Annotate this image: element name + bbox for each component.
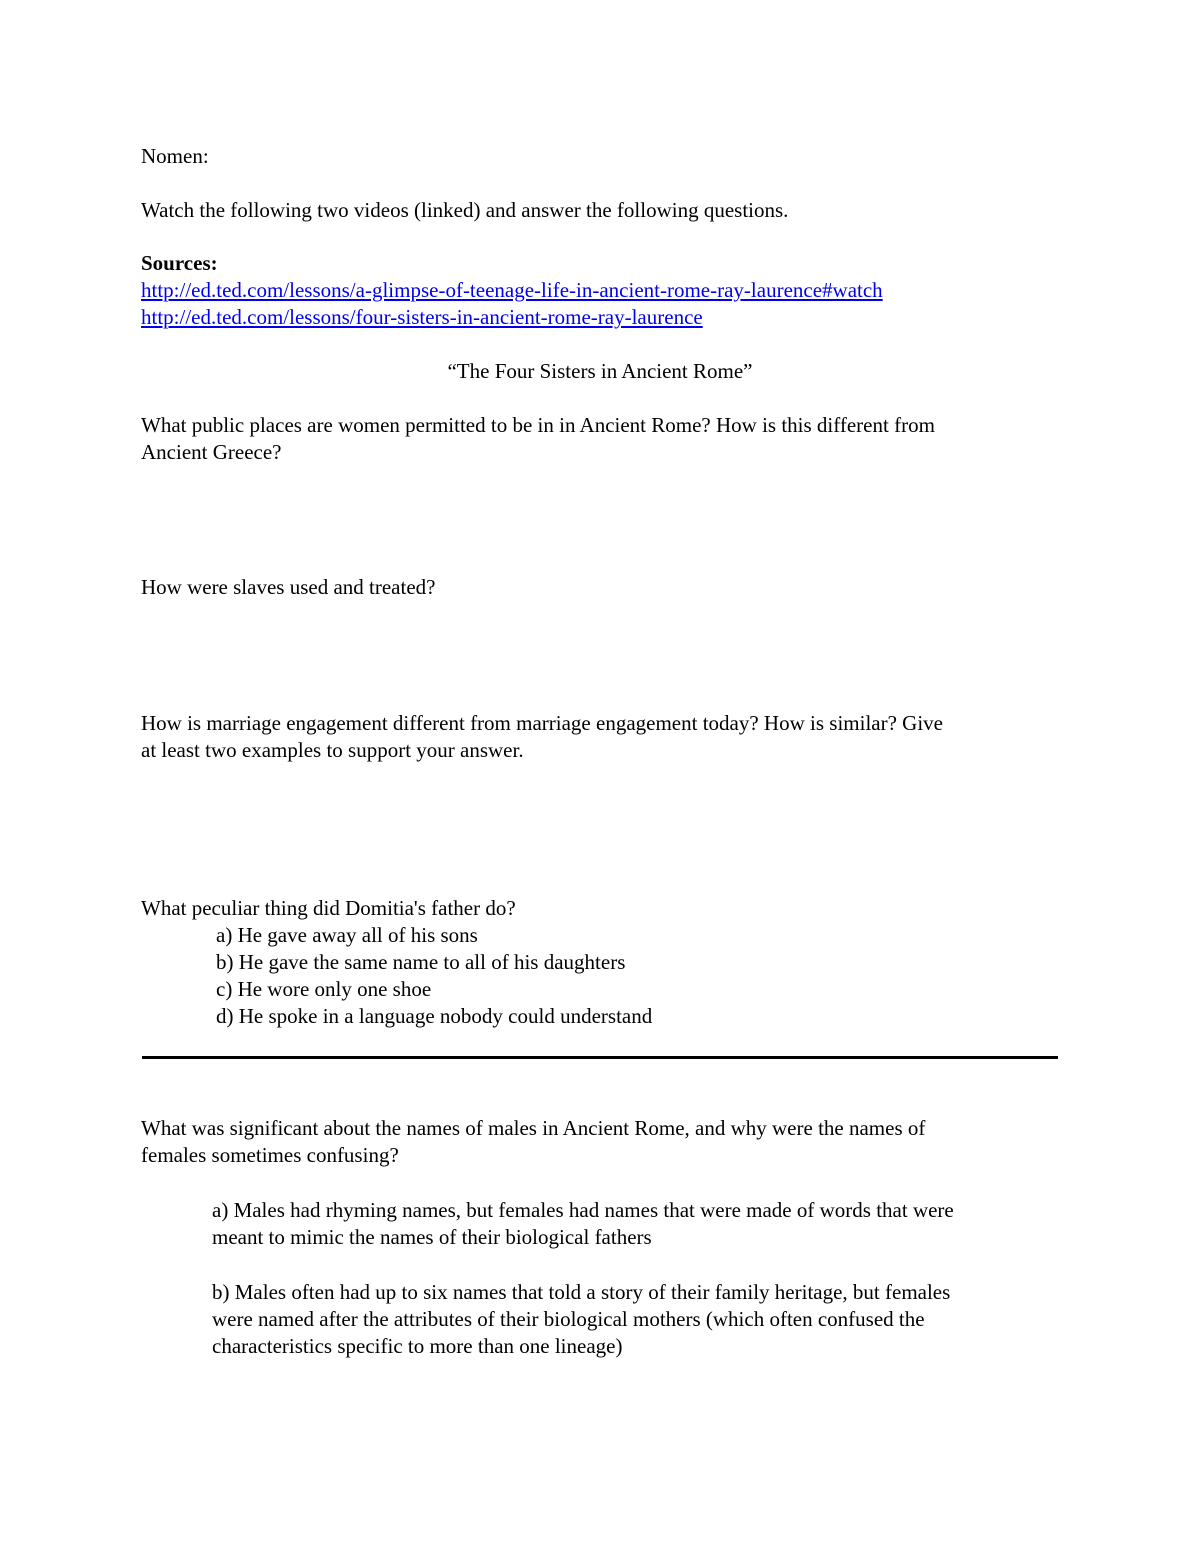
question-5-line-1: What was significant about the names of males in Ancient Rome, and why were the names of (141, 1116, 926, 1140)
question-5-option-b-line-3: characteristics specific to more than one lineage) (212, 1334, 623, 1358)
question-5-line-2: females sometimes confusing? (141, 1143, 399, 1167)
question-3-line-1: How is marriage engagement different from marriage engagement today? How is similar? Give (141, 711, 943, 735)
section-divider (142, 1056, 1058, 1059)
question-4-option-a: a) He gave away all of his sons (216, 923, 478, 947)
question-5-option-b-line-2: were named after the attributes of their biological mothers (which often confused the (212, 1307, 925, 1331)
instructions: Watch the following two videos (linked) and answer the following questions. (141, 198, 789, 222)
question-5-option-b-line-1: b) Males often had up to six names that told a story of their family heritage, but females (212, 1280, 951, 1304)
name-label: Nomen: (141, 144, 209, 168)
question-4-option-b: b) He gave the same name to all of his daughters (216, 950, 626, 974)
question-4: What peculiar thing did Domitia's father do? (141, 896, 516, 920)
question-5-option-a-line-2: meant to mimic the names of their biological fathers (212, 1225, 652, 1249)
question-2: How were slaves used and treated? (141, 575, 436, 599)
source-link-2[interactable]: http://ed.ted.com/lessons/four-sisters-in-ancient-rome-ray-laurence (141, 305, 703, 329)
sources-label: Sources: (141, 251, 218, 275)
section-title: “The Four Sisters in Ancient Rome” (447, 359, 753, 383)
source-link-1[interactable]: http://ed.ted.com/lessons/a-glimpse-of-teenage-life-in-ancient-rome-ray-laurence#watch (141, 278, 883, 302)
question-3-line-2: at least two examples to support your answer. (141, 738, 524, 762)
question-5-option-a-line-1: a) Males had rhyming names, but females had names that were made of words that were (212, 1198, 954, 1222)
question-1-line-2: Ancient Greece? (141, 440, 282, 464)
question-4-option-d: d) He spoke in a language nobody could understand (216, 1004, 653, 1028)
question-4-option-c: c) He wore only one shoe (216, 977, 432, 1001)
question-1-line-1: What public places are women permitted to be in in Ancient Rome? How is this different from (141, 413, 935, 437)
